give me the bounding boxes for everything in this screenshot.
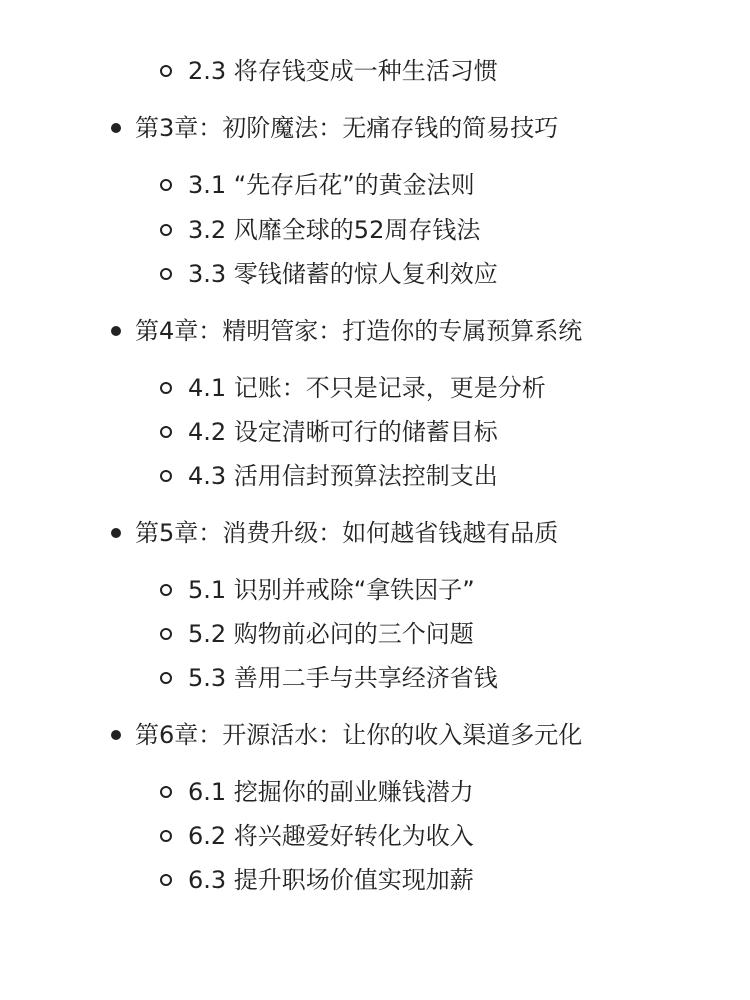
circle-bullet-icon (160, 470, 172, 482)
disc-bullet-icon (111, 123, 121, 133)
list-item-section-5-1 (160, 570, 475, 610)
list-item-section-3-2 (160, 210, 480, 250)
section-label: 4.1 记账：不只是记录，更是分析 (188, 374, 546, 402)
chapter-label: 第4章：精明管家：打造你的专属预算系统 (135, 317, 583, 345)
list-item-chapter-5 (111, 513, 558, 553)
section-label: 4.2 设定清晰可行的储蓄目标 (188, 418, 498, 446)
list-item-section-4-3 (160, 456, 498, 496)
section-label: 5.1 识别并戒除“拿铁因子” (188, 576, 475, 604)
disc-bullet-icon (111, 326, 121, 336)
circle-bullet-icon (160, 584, 172, 596)
circle-bullet-icon (160, 426, 172, 438)
section-label: 5.3 善用二手与共享经济省钱 (188, 664, 498, 692)
list-item-section-6-3 (160, 860, 474, 900)
list-item-section-6-1 (160, 772, 474, 812)
list-item-section-3-1 (160, 165, 475, 205)
circle-bullet-icon (160, 628, 172, 640)
section-label: 6.2 将兴趣爱好转化为收入 (188, 822, 474, 850)
list-item-section-5-2 (160, 614, 474, 654)
circle-bullet-icon (160, 874, 172, 886)
list-item-chapter-4 (111, 311, 582, 351)
list-item-section-4-1 (160, 368, 546, 408)
list-item-section-5-3 (160, 658, 498, 698)
chapter-label: 第6章：开源活水：让你的收入渠道多元化 (135, 721, 583, 749)
circle-bullet-icon (160, 382, 172, 394)
disc-bullet-icon (111, 528, 121, 538)
disc-bullet-icon (111, 730, 121, 740)
circle-bullet-icon (160, 179, 172, 191)
chapter-label: 第3章：初阶魔法：无痛存钱的简易技巧 (135, 114, 559, 142)
list-item-section-6-2 (160, 816, 474, 856)
section-label: 3.1 “先存后花”的黄金法则 (188, 171, 475, 199)
circle-bullet-icon (160, 830, 172, 842)
section-label: 2.3 将存钱变成一种生活习惯 (188, 57, 498, 85)
circle-bullet-icon (160, 268, 172, 280)
section-label: 4.3 活用信封预算法控制支出 (188, 462, 498, 490)
chapter-label: 第5章：消费升级：如何越省钱越有品质 (135, 519, 559, 547)
section-label: 3.2 风靡全球的52周存钱法 (188, 216, 481, 244)
section-label: 6.3 提升职场价值实现加薪 (188, 866, 474, 894)
circle-bullet-icon (160, 65, 172, 77)
list-item-section-4-2 (160, 412, 498, 452)
list-item-chapter-6 (111, 715, 582, 755)
circle-bullet-icon (160, 786, 172, 798)
list-item-section-2-3 (160, 51, 498, 91)
circle-bullet-icon (160, 224, 172, 236)
section-label: 6.1 挖掘你的副业赚钱潜力 (188, 778, 474, 806)
section-label: 5.2 购物前必问的三个问题 (188, 620, 474, 648)
section-label: 3.3 零钱储蓄的惊人复利效应 (188, 260, 498, 288)
list-item-chapter-3 (111, 108, 558, 148)
circle-bullet-icon (160, 672, 172, 684)
list-item-section-3-3 (160, 254, 498, 294)
